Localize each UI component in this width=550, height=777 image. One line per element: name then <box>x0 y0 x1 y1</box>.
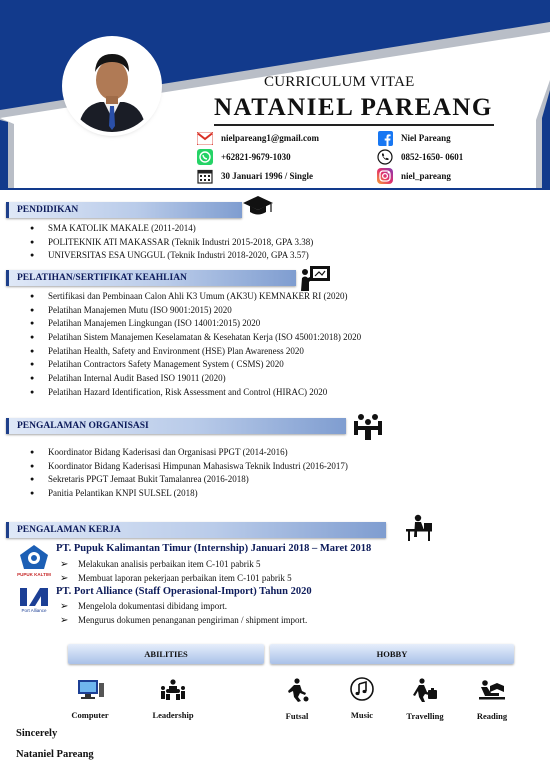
gmail-icon <box>197 130 213 146</box>
leadership-icon <box>158 679 188 701</box>
hobby-label: Travelling <box>406 711 444 721</box>
list-item: ● Pelatihan Health, Safety and Environment (HSE) Plan Awareness 2020 <box>30 345 361 359</box>
closing-salutation: Sincerely <box>16 728 58 739</box>
calendar-icon <box>197 168 213 184</box>
abilities-header: ABILITIES <box>68 644 264 664</box>
hobby-label: Music <box>350 710 374 720</box>
list-item: ➢ Melakukan analisis perbaikan item C-101 pabrik 5 <box>60 558 292 572</box>
port-alliance-logo <box>16 586 52 614</box>
list-item: ● Pelatihan Hazard Identification, Risk Assessment and Control (HIRAC) 2020 <box>30 386 361 400</box>
list-item: ● Sekretaris PPGT Jemaat Bukit Tamalanrea (2016-2018) <box>30 473 348 487</box>
computer-icon <box>75 679 105 701</box>
hobby-music <box>327 677 397 720</box>
music-icon <box>347 677 377 701</box>
facebook-text: Niel Pareang <box>401 133 451 143</box>
organisasi-list <box>30 446 348 501</box>
list-item: ● UNIVERSITAS ESA UNGGUL (Teknik Industri 2018-2020, GPA 3.57) <box>30 249 313 263</box>
contact-facebook[interactable] <box>377 130 451 146</box>
section-header-pelatihan: PELATIHAN/SERTIFIKAT KEAHLIAN <box>6 270 296 286</box>
list-item: ● Sertifikasi dan Pembinaan Calon Ahli K3 Umum (AK3U) KEMNAKER RI (2020) <box>30 290 361 304</box>
contact-birth <box>197 168 313 184</box>
travelling-icon <box>410 678 440 702</box>
job-title: PT. Pupuk Kalimantan Timur (Internship) Januari 2018 – Maret 2018 <box>56 543 372 554</box>
list-item: ● Koordinator Bidang Kaderisasi Himpunan Mahasiswa Teknik Industri (2016-2017) <box>30 460 348 474</box>
whatsapp-icon <box>197 149 213 165</box>
skill-computer <box>55 679 125 720</box>
whatsapp-text: +62821-9679-1030 <box>221 152 291 162</box>
list-item: ● Pelatihan Manajemen Mutu (ISO 9001:2015) 2020 <box>30 304 361 318</box>
list-item: ● Panitia Pelantikan KNPI SULSEL (2018) <box>30 487 348 501</box>
facebook-icon <box>377 130 393 146</box>
phone-text: 0852-1650- 0601 <box>401 152 464 162</box>
logo-text: PUPUK KALTIM <box>17 572 51 577</box>
candidate-name: NATANIEL PAREANG <box>214 94 494 126</box>
presentation-icon <box>300 264 332 292</box>
hobby-header: HOBBY <box>270 644 514 664</box>
skill-label: Leadership <box>152 710 194 720</box>
hobby-futsal <box>262 678 332 721</box>
section-header-pendidikan: PENDIDIKAN <box>6 202 242 218</box>
list-item: ● Pelatihan Internal Audit Based ISO 19011 (2020) <box>30 372 361 386</box>
section-header-kerja: PENGALAMAN KERJA <box>6 522 386 538</box>
list-item: ● Pelatihan Sistem Manajemen Keselamatan & Kesehatan Kerja (ISO 45001:2018) 2020 <box>30 331 361 345</box>
skill-label: Computer <box>71 710 109 720</box>
contact-whatsapp[interactable] <box>197 149 291 165</box>
list-item: ➢ Mengurus dokumen penanganan pengiriman / shipment import. <box>60 614 307 628</box>
list-item: ● Koordinator Bidang Kaderisasi dan Organisasi PPGT (2014-2016) <box>30 446 348 460</box>
list-item: ➢ Membuat laporan pekerjaan perbaikan item C-101 pabrik 5 <box>60 572 292 586</box>
list-item: ● Pelatihan Contractors Safety Management System ( CSMS) 2020 <box>30 358 361 372</box>
list-item: ● POLITEKNIK ATI MAKASSAR (Teknik Industri 2015-2018, GPA 3.38) <box>30 236 313 250</box>
pendidikan-list <box>30 222 313 263</box>
hobby-reading <box>457 678 527 721</box>
closing-signature-name: Nataniel Pareang <box>16 749 94 760</box>
job-duties-list <box>60 600 307 627</box>
birth-text: 30 Januari 1996 / Single <box>221 171 314 181</box>
contact-instagram[interactable] <box>377 168 451 184</box>
pupuk-kaltim-logo <box>16 543 52 579</box>
futsal-icon <box>284 678 310 702</box>
job-duties-list <box>60 558 292 585</box>
list-item: ● SMA KATOLIK MAKALE (2011-2014) <box>30 222 313 236</box>
email-text: nielpareang1@gmail.com <box>221 133 319 143</box>
pelatihan-list <box>30 290 361 400</box>
contact-email[interactable] <box>197 130 319 146</box>
meeting-icon <box>352 412 384 442</box>
contact-phone[interactable] <box>377 149 463 165</box>
phone-icon <box>377 149 393 165</box>
list-item: ● Pelatihan Manajemen Lingkungan (ISO 14001:2015) 2020 <box>30 317 361 331</box>
reading-icon <box>477 678 507 702</box>
logo-text: Port Alliance <box>21 608 47 613</box>
section-header-organisasi: PENGALAMAN ORGANISASI <box>6 418 346 434</box>
hobby-travelling <box>390 678 460 721</box>
skill-leadership <box>138 679 208 720</box>
desk-worker-icon <box>404 513 434 543</box>
cv-title: CURRICULUM VITAE <box>264 74 415 90</box>
instagram-text: niel_pareang <box>401 171 451 181</box>
graduation-cap-icon <box>242 194 274 218</box>
list-item: ➢ Mengelola dokumentasi dibidang import. <box>60 600 307 614</box>
hobby-label: Futsal <box>285 711 309 721</box>
profile-photo <box>66 40 158 132</box>
hobby-label: Reading <box>476 711 508 721</box>
instagram-icon <box>377 168 393 184</box>
job-title: PT. Port Alliance (Staff Operasional-Import) Tahun 2020 <box>56 586 312 597</box>
